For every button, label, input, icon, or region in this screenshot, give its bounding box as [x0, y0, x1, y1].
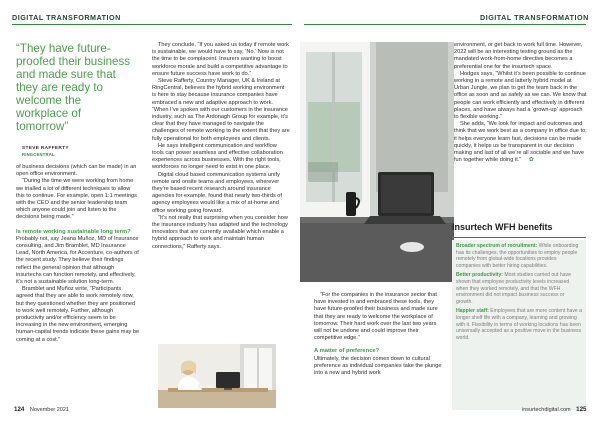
subheading-matter-of-preference: A matter of preference? [314, 348, 380, 355]
benefits-box [452, 240, 586, 410]
column-3 [314, 292, 442, 377]
paragraph: “During the time we were working from home we trialled a lot of different techniques to allow this to continue. For example, open 1:1 meetings with the CEO and the senior leadership team which anyone could join and listen to the decisions being made.” [16, 178, 137, 221]
benefit-lead: Broader spectrum of recruitment: [456, 243, 538, 249]
paragraph: They conclude, “If you asked us today if remote work is sustainable, we would have to say, ‘No.’ Now is not the time to be complacent. Insurers wanting to boost workforce morale and build a competitive advantage to ensure future success have work to do.” [152, 42, 289, 77]
paragraph: He says intelligent communication and workflow tools can power seamless and effective collaboration experiences across businesses. With the right tools, workforces no longer need to exist in one place. [152, 142, 283, 171]
footer-right [522, 406, 586, 413]
paragraph: “It’s not really that surprising when you consider how the insurance industry has adapted and the technology innovators that are currently available which enable a hybrid approach to work and maintain human connections,” Rafferty says. [152, 214, 288, 250]
subheading-remote-working: Is remote working sustainable long term? [16, 228, 131, 235]
paragraph-text: She adds, “We look for impact and outcomes and think that we work best as a company in office due to; it helps everyone learn fast, decisions can be made quickly, it helps us be transparent in our decision making and last of all we’re all sociable and we have fun together while doing it.” [454, 121, 587, 164]
pull-quote: “They have future-proofed their business and made sure that they are ready to welcome the workplace of tomorrow” [16, 42, 131, 133]
benefit-item [456, 272, 582, 305]
laptop-desk-photo [300, 42, 454, 282]
site-name: insurtechdigital.com [522, 407, 571, 413]
benefit-text: Most studies carried out have shown that employee productivity levels increased when they worked remotely, and that the WFH environment did not impact business success or growth. [456, 272, 571, 305]
benefit-text: While onboarding has its challenges, the opportunities to employ people remotely from global-wide locations provides companies with better hiring capabilities. [456, 243, 579, 269]
column-2 [152, 42, 290, 251]
office-worker-photo [158, 344, 276, 408]
benefit-item [456, 243, 582, 269]
paragraph: of business decisions (which can be made) in an open office environment. [16, 164, 137, 178]
benefit-item [456, 308, 582, 341]
leaf-end-mark-icon: ✿ [528, 157, 534, 164]
benefits-box-title: Insurtech WFH benefits [452, 222, 586, 238]
paragraph: “For the companies in the insurance sector that have invested in and embraced these tools, they have future-proofed their business and made sure that they are ready to welcome the workplace of tomorrow. Their hard work over the last two years will not be undone and could improve their competitive edge.” [314, 292, 438, 342]
benefit-lead: Happier staff: [456, 308, 489, 315]
paragraph: Digital cloud based communication systems unify remote and onsite teams and employees, wherever they’re based recent research around insurance agencies for example, found that nearly two-thirds of agency employees would like a mix of at-home and office working going forward. [152, 171, 282, 214]
paragraph: Ultimately, the decision comes down to cultural preference as individual companies take the plunge into a new and hybrid work [314, 355, 442, 377]
issue-date: November 2021 [29, 407, 69, 413]
paragraph: environment, or get back to work full time. However, 2022 will be an interesting testing ground as the mandated work-from-home directive becomes a preferential one for the insurtech space. [454, 42, 583, 70]
quote-author: STEVE RAFFERTY [22, 146, 69, 151]
column-4 [454, 42, 588, 164]
paragraph: Probably not, say Jeana Muñoz, MD of Insurance consulting, and Jim Bramblet, MD Insurance Lead, North America, for Accenture, co-authors of the recent study. They believe their findings reflect the general opinion that although insurtechs can function remotely, and effectively, it’s not a sustainable solution long-term. [16, 235, 139, 286]
footer-left [14, 406, 69, 413]
paragraph: Hodges says, “Whilst it’s been possible to continue working in a remote and latterly hybrid model at Urban Jungle, we plan to get the team back in the office as soon and as safely as we can. We know that people can work efficiently and effectively in different places, and have always had a ‘grown-up’ approach to flexible working.” [454, 70, 587, 121]
page-number-left: 124 [14, 406, 25, 413]
section-tag-right: DIGITAL TRANSFORMATION [480, 13, 589, 22]
header-rule-right [304, 24, 586, 25]
paragraph: Steve Rafferty, Country Manager, UK & Ireland at RingCentral, believes the hybrid working environment is here to stay because insurance companies have embraced a new and adaptive approach to work. “When I’ve spoken with our customers in the insurance industry, such as The Ardonagh Group for example, it’s clear that they have managed to navigate the challenges of remote working to the extent that they are fully operational for both employees and clients. [152, 78, 290, 142]
benefit-text: Employees that are more content have a longer shelf life with a company, learning and growing with it. Flexibility in terms of working locations has been universally accepted as a positive move in the business world. [456, 308, 582, 341]
column-1 [16, 164, 140, 344]
paragraph [454, 121, 588, 164]
benefit-lead: Better productivity: [456, 272, 503, 279]
section-tag-left: DIGITAL TRANSFORMATION [12, 13, 121, 22]
header-rule-left [12, 24, 292, 25]
page-number-right: 125 [576, 406, 587, 413]
paragraph: Bramblet and Muñoz write, “Participants agreed that they are able to work remotely now, but they questioned whether they are positioned to work well remotely. Further, although productivity and/or efficiency seem to be increasing in the new environment, emerging human-capital trends indicate these gains may be coming at a cost.” [16, 286, 140, 343]
quote-organization: RINGCENTRAL [22, 152, 55, 157]
